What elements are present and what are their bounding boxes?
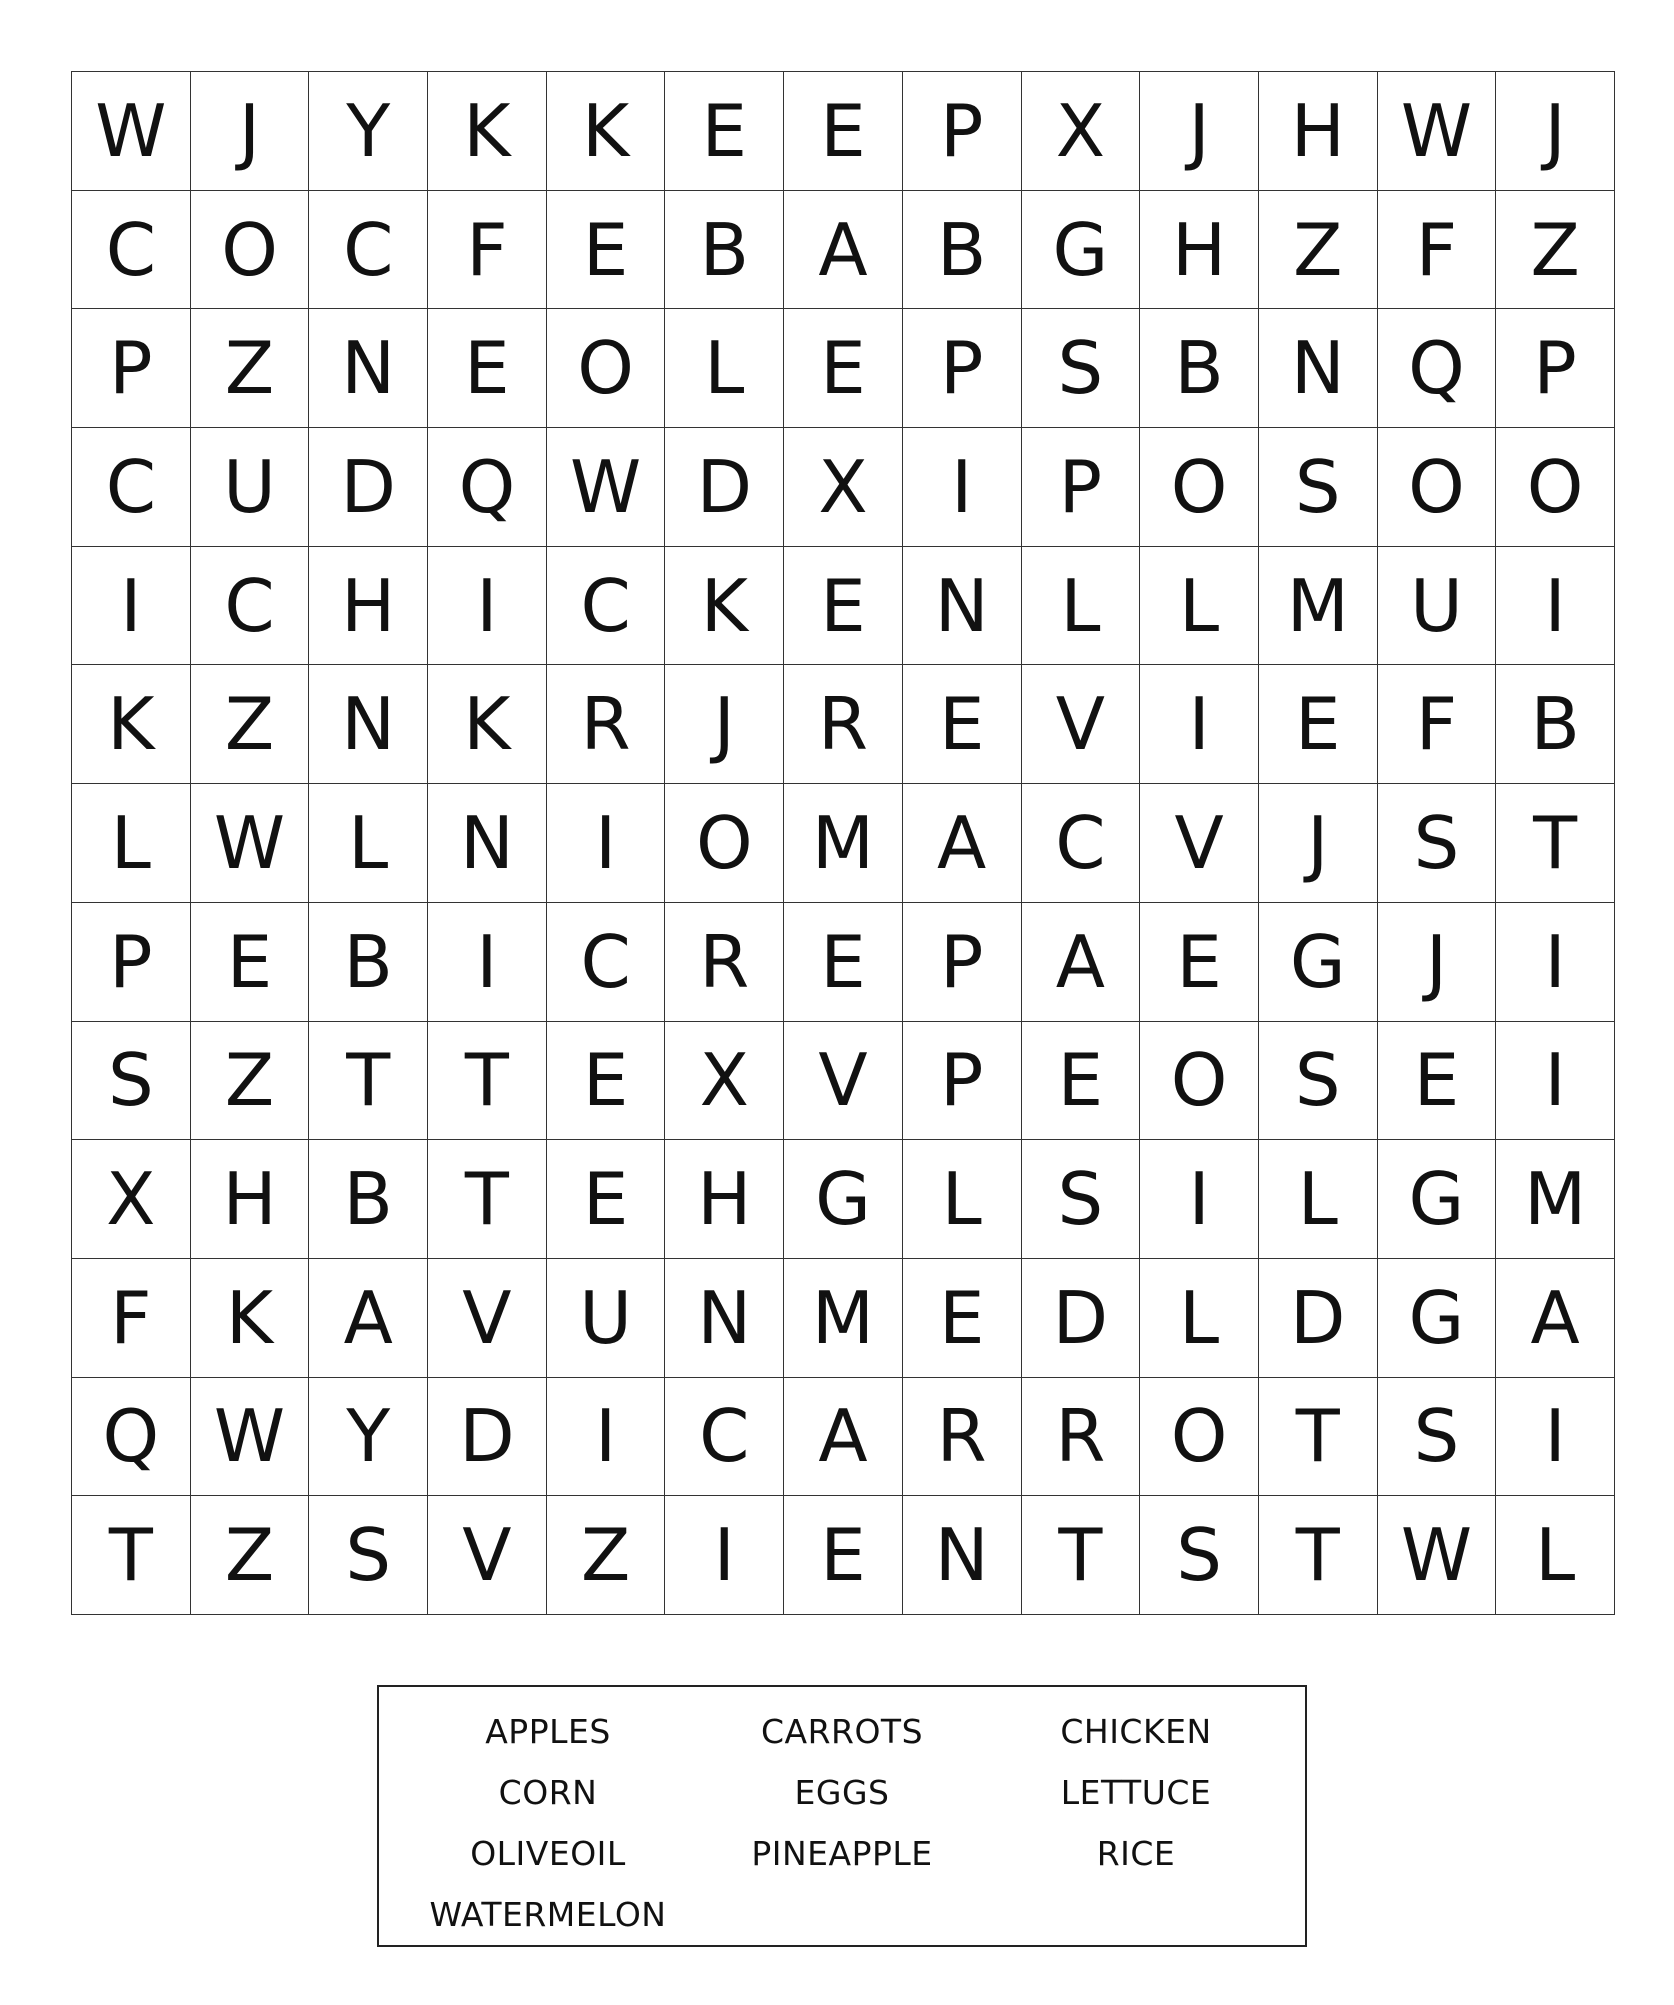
word-item: CHICKEN — [1060, 1712, 1212, 1751]
grid-cell[interactable]: M — [1259, 547, 1378, 666]
grid-cell[interactable]: F — [428, 191, 547, 310]
grid-cell[interactable]: C — [72, 428, 191, 547]
grid-cell[interactable]: A — [784, 191, 903, 310]
grid-cell[interactable]: I — [428, 903, 547, 1022]
grid-cell[interactable]: S — [1259, 1022, 1378, 1141]
grid-cell[interactable]: V — [1140, 784, 1259, 903]
grid-cell[interactable]: G — [784, 1140, 903, 1259]
grid-cell[interactable]: R — [1022, 1378, 1141, 1497]
grid-cell[interactable]: F — [72, 1259, 191, 1378]
grid-cell[interactable]: C — [191, 547, 310, 666]
grid-cell[interactable]: J — [1496, 72, 1615, 191]
grid-cell[interactable]: O — [547, 309, 666, 428]
grid-cell[interactable]: R — [665, 903, 784, 1022]
grid-cell[interactable]: E — [428, 309, 547, 428]
grid-cell[interactable]: Y — [309, 72, 428, 191]
grid-cell[interactable]: G — [1022, 191, 1141, 310]
grid-cell[interactable]: L — [1140, 1259, 1259, 1378]
word-item: PINEAPPLE — [751, 1834, 933, 1873]
grid-cell[interactable]: P — [903, 72, 1022, 191]
grid-cell[interactable]: N — [309, 309, 428, 428]
grid-cell[interactable]: O — [1140, 1378, 1259, 1497]
grid-cell[interactable]: S — [1259, 428, 1378, 547]
grid-cell[interactable]: V — [428, 1259, 547, 1378]
grid-cell[interactable]: C — [72, 191, 191, 310]
grid-cell[interactable]: V — [428, 1496, 547, 1615]
grid-cell[interactable]: H — [1259, 72, 1378, 191]
grid-cell[interactable]: Z — [1496, 191, 1615, 310]
grid-cell[interactable]: E — [784, 72, 903, 191]
grid-cell[interactable]: C — [1022, 784, 1141, 903]
grid-cell[interactable]: P — [903, 1022, 1022, 1141]
grid-cell[interactable]: D — [1022, 1259, 1141, 1378]
grid-cell[interactable]: E — [784, 1496, 903, 1615]
grid-cell[interactable]: N — [903, 1496, 1022, 1615]
grid-cell[interactable]: X — [784, 428, 903, 547]
grid-cell[interactable]: P — [1022, 428, 1141, 547]
grid-cell[interactable]: L — [1259, 1140, 1378, 1259]
grid-cell[interactable]: S — [1022, 1140, 1141, 1259]
grid-cell[interactable]: E — [547, 1022, 666, 1141]
grid-cell[interactable]: M — [784, 1259, 903, 1378]
grid-cell[interactable]: J — [1259, 784, 1378, 903]
grid-cell[interactable]: E — [1022, 1022, 1141, 1141]
grid-cell[interactable]: E — [665, 72, 784, 191]
grid-cell[interactable]: W — [72, 72, 191, 191]
grid-cell[interactable]: T — [309, 1022, 428, 1141]
grid-cell[interactable]: Z — [191, 1496, 310, 1615]
grid-cell[interactable]: S — [1378, 784, 1497, 903]
grid-cell[interactable]: T — [1259, 1496, 1378, 1615]
grid-cell[interactable]: L — [903, 1140, 1022, 1259]
grid-cell[interactable]: H — [309, 547, 428, 666]
grid-cell[interactable]: O — [1140, 428, 1259, 547]
grid-cell[interactable]: A — [903, 784, 1022, 903]
grid-cell[interactable]: P — [1496, 309, 1615, 428]
grid-cell[interactable]: E — [1378, 1022, 1497, 1141]
grid-cell[interactable]: C — [665, 1378, 784, 1497]
grid-cell[interactable]: S — [1140, 1496, 1259, 1615]
grid-cell[interactable]: H — [191, 1140, 310, 1259]
grid-cell[interactable]: F — [1378, 191, 1497, 310]
grid-cell[interactable]: K — [428, 665, 547, 784]
grid-cell[interactable]: D — [665, 428, 784, 547]
grid-cell[interactable]: B — [1496, 665, 1615, 784]
grid-cell[interactable]: W — [1378, 1496, 1497, 1615]
grid-cell[interactable]: I — [1496, 1022, 1615, 1141]
letter-grid — [71, 71, 1615, 1615]
grid-cell[interactable]: V — [1022, 665, 1141, 784]
word-item: CARROTS — [760, 1712, 924, 1751]
grid-cell[interactable]: O — [191, 191, 310, 310]
grid-cell[interactable]: Z — [191, 1022, 310, 1141]
grid-cell[interactable]: I — [1496, 547, 1615, 666]
grid-cell[interactable]: R — [903, 1378, 1022, 1497]
word-item: WATERMELON — [429, 1895, 667, 1934]
grid-cell[interactable]: Q — [1378, 309, 1497, 428]
grid-cell[interactable]: P — [903, 903, 1022, 1022]
grid-cell[interactable]: A — [1496, 1259, 1615, 1378]
grid-cell[interactable]: I — [547, 784, 666, 903]
grid-cell[interactable]: A — [309, 1259, 428, 1378]
grid-cell[interactable]: W — [1378, 72, 1497, 191]
grid-cell[interactable]: P — [903, 309, 1022, 428]
grid-cell[interactable]: V — [784, 1022, 903, 1141]
grid-cell[interactable]: E — [1259, 665, 1378, 784]
grid-cell[interactable]: T — [1022, 1496, 1141, 1615]
grid-cell[interactable]: M — [1496, 1140, 1615, 1259]
grid-cell[interactable]: I — [665, 1496, 784, 1615]
grid-cell[interactable]: E — [784, 547, 903, 666]
grid-cell[interactable]: C — [547, 547, 666, 666]
grid-cell[interactable]: P — [72, 903, 191, 1022]
grid-cell[interactable]: T — [1259, 1378, 1378, 1497]
grid-cell[interactable]: W — [191, 1378, 310, 1497]
grid-cell[interactable]: S — [1022, 309, 1141, 428]
word-bank — [377, 1685, 1307, 1947]
grid-cell[interactable]: Z — [191, 665, 310, 784]
grid-cell[interactable]: G — [1378, 1140, 1497, 1259]
word-item: EGGS — [794, 1773, 890, 1812]
grid-cell[interactable]: A — [784, 1378, 903, 1497]
grid-cell[interactable]: E — [903, 665, 1022, 784]
grid-cell[interactable]: J — [665, 665, 784, 784]
grid-cell[interactable]: O — [1140, 1022, 1259, 1141]
grid-cell[interactable]: L — [1140, 547, 1259, 666]
grid-cell[interactable]: B — [665, 191, 784, 310]
grid-cell[interactable]: Z — [1259, 191, 1378, 310]
grid-cell[interactable]: K — [191, 1259, 310, 1378]
grid-cell[interactable]: E — [784, 903, 903, 1022]
grid-cell[interactable]: A — [1022, 903, 1141, 1022]
grid-cell[interactable]: T — [1496, 784, 1615, 903]
grid-cell[interactable]: Z — [191, 309, 310, 428]
grid-cell[interactable]: S — [309, 1496, 428, 1615]
word-list — [401, 1701, 1283, 1945]
grid-cell[interactable]: I — [1140, 1140, 1259, 1259]
grid-cell[interactable]: X — [665, 1022, 784, 1141]
grid-cell[interactable]: O — [1496, 428, 1615, 547]
grid-cell[interactable]: G — [1378, 1259, 1497, 1378]
grid-cell[interactable]: D — [428, 1378, 547, 1497]
grid-cell[interactable]: E — [784, 309, 903, 428]
grid-cell[interactable]: N — [665, 1259, 784, 1378]
grid-cell[interactable]: L — [309, 784, 428, 903]
grid-cell[interactable]: C — [309, 191, 428, 310]
grid-cell[interactable]: I — [1496, 903, 1615, 1022]
grid-cell[interactable]: E — [547, 191, 666, 310]
grid-cell[interactable]: L — [1496, 1496, 1615, 1615]
grid-cell[interactable]: Q — [428, 428, 547, 547]
grid-cell[interactable]: I — [1496, 1378, 1615, 1497]
word-item: RICE — [1096, 1834, 1176, 1873]
grid-cell[interactable]: S — [72, 1022, 191, 1141]
grid-cell[interactable]: B — [1140, 309, 1259, 428]
grid-cell[interactable]: J — [191, 72, 310, 191]
grid-cell[interactable]: W — [547, 428, 666, 547]
grid-cell[interactable]: S — [1378, 1378, 1497, 1497]
grid-cell[interactable]: N — [309, 665, 428, 784]
grid-cell[interactable]: N — [428, 784, 547, 903]
grid-cell[interactable]: I — [903, 428, 1022, 547]
grid-cell[interactable]: D — [1259, 1259, 1378, 1378]
word-item: LETTUCE — [1060, 1773, 1212, 1812]
grid-cell[interactable]: T — [428, 1022, 547, 1141]
grid-cell[interactable]: E — [547, 1140, 666, 1259]
word-item: CORN — [498, 1773, 598, 1812]
grid-cell[interactable]: N — [903, 547, 1022, 666]
grid-cell[interactable]: P — [72, 309, 191, 428]
grid-cell[interactable]: I — [547, 1378, 666, 1497]
grid-cell[interactable]: K — [547, 72, 666, 191]
grid-cell[interactable]: I — [428, 547, 547, 666]
grid-cell[interactable]: D — [309, 428, 428, 547]
grid-cell[interactable]: L — [72, 784, 191, 903]
grid-cell[interactable]: X — [72, 1140, 191, 1259]
grid-cell[interactable]: T — [72, 1496, 191, 1615]
grid-cell[interactable]: H — [665, 1140, 784, 1259]
word-item: OLIVEOIL — [470, 1834, 626, 1873]
grid-cell[interactable]: U — [191, 428, 310, 547]
grid-cell[interactable]: Z — [547, 1496, 666, 1615]
grid-cell[interactable]: X — [1022, 72, 1141, 191]
grid-cell[interactable]: N — [1259, 309, 1378, 428]
grid-cell[interactable]: I — [72, 547, 191, 666]
grid-cell[interactable]: T — [428, 1140, 547, 1259]
grid-cell[interactable]: B — [903, 191, 1022, 310]
grid-cell[interactable]: O — [665, 784, 784, 903]
grid-cell[interactable]: B — [309, 903, 428, 1022]
grid-cell[interactable]: Q — [72, 1378, 191, 1497]
word-item: APPLES — [485, 1712, 611, 1751]
grid-cell[interactable]: G — [1259, 903, 1378, 1022]
grid-cell[interactable]: F — [1378, 665, 1497, 784]
grid-cell[interactable]: R — [547, 665, 666, 784]
grid-cell[interactable]: B — [309, 1140, 428, 1259]
grid-cell[interactable]: Y — [309, 1378, 428, 1497]
grid-cell[interactable]: E — [1140, 903, 1259, 1022]
grid-cell[interactable]: O — [1378, 428, 1497, 547]
grid-cell[interactable]: K — [72, 665, 191, 784]
grid-cell[interactable]: I — [1140, 665, 1259, 784]
grid-cell[interactable]: J — [1378, 903, 1497, 1022]
grid-cell[interactable]: U — [1378, 547, 1497, 666]
grid-cell[interactable]: C — [547, 903, 666, 1022]
grid-cell[interactable]: L — [665, 309, 784, 428]
grid-cell[interactable]: H — [1140, 191, 1259, 310]
grid-cell[interactable]: E — [903, 1259, 1022, 1378]
grid-cell[interactable]: R — [784, 665, 903, 784]
grid-cell[interactable]: J — [1140, 72, 1259, 191]
grid-cell[interactable]: K — [428, 72, 547, 191]
grid-cell[interactable]: U — [547, 1259, 666, 1378]
grid-cell[interactable]: M — [784, 784, 903, 903]
grid-cell[interactable]: W — [191, 784, 310, 903]
grid-cell[interactable]: L — [1022, 547, 1141, 666]
grid-cell[interactable]: E — [191, 903, 310, 1022]
grid-cell[interactable]: K — [665, 547, 784, 666]
